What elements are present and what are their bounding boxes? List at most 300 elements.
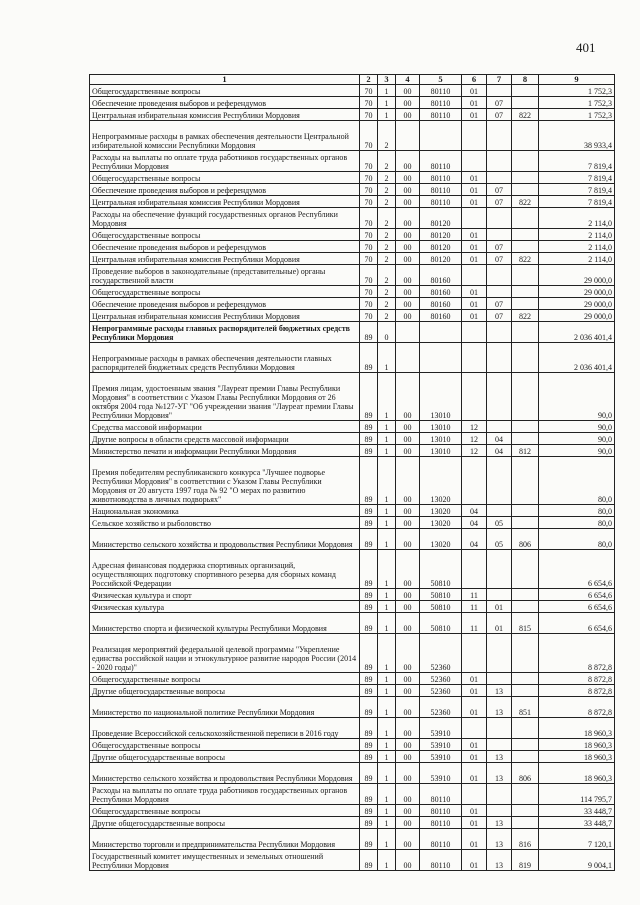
row-code-cell: 80120 (420, 253, 462, 265)
row-code-cell: 00 (396, 97, 420, 109)
row-code-cell: 6 654,6 (539, 613, 615, 634)
row-code-cell: 1 (378, 634, 396, 673)
row-name-cell: Центральная избирательная комиссия Республики Мордовия (90, 310, 360, 322)
row-code-cell: 13 (487, 817, 512, 829)
row-code-cell: 13020 (420, 529, 462, 550)
row-code-cell: 2 (378, 310, 396, 322)
row-code-cell (512, 373, 539, 421)
row-code-cell (512, 550, 539, 589)
row-name-cell: Непрограммные расходы в рамках обеспечения деятельности главных распорядителей бюджетных средств Республики Мордовия (90, 343, 360, 373)
row-code-cell: 89 (360, 817, 378, 829)
row-code-cell: 1 (378, 109, 396, 121)
row-code-cell: 6 654,6 (539, 589, 615, 601)
row-code-cell: 00 (396, 601, 420, 613)
row-code-cell: 80110 (420, 109, 462, 121)
row-code-cell: 1 (378, 763, 396, 784)
row-code-cell: 01 (462, 829, 487, 850)
row-code-cell: 00 (396, 457, 420, 505)
row-code-cell: 70 (360, 184, 378, 196)
row-code-cell: 89 (360, 850, 378, 871)
row-code-cell: 80110 (420, 85, 462, 97)
row-code-cell: 89 (360, 343, 378, 373)
row-code-cell: 1 (378, 589, 396, 601)
row-code-cell (487, 85, 512, 97)
row-name-cell: Министерство сельского хозяйства и продовольствия Республики Мордовия (90, 763, 360, 784)
row-code-cell (396, 121, 420, 151)
row-name-cell: Общегосударственные вопросы (90, 805, 360, 817)
row-name-cell: Министерство печати и информации Республики Мордовия (90, 445, 360, 457)
table-row (90, 298, 615, 310)
row-code-cell: 80160 (420, 310, 462, 322)
row-code-cell: 89 (360, 673, 378, 685)
row-code-cell: 01 (462, 850, 487, 871)
row-code-cell (512, 184, 539, 196)
row-code-cell: 01 (462, 751, 487, 763)
row-code-cell: 816 (512, 829, 539, 850)
row-code-cell: 12 (462, 433, 487, 445)
row-code-cell: 80110 (420, 151, 462, 172)
row-code-cell (462, 784, 487, 805)
row-code-cell (420, 322, 462, 343)
row-name-cell: Расходы на выплаты по оплате труда работников государственных органов Республики Мордовия (90, 151, 360, 172)
row-code-cell (512, 172, 539, 184)
row-code-cell: 33 448,7 (539, 817, 615, 829)
row-code-cell: 815 (512, 613, 539, 634)
row-code-cell: 00 (396, 208, 420, 229)
row-code-cell: 1 (378, 829, 396, 850)
row-code-cell (512, 517, 539, 529)
row-code-cell: 1 (378, 784, 396, 805)
row-code-cell: 1 (378, 673, 396, 685)
row-code-cell (462, 373, 487, 421)
row-code-cell: 2 (378, 172, 396, 184)
row-code-cell: 00 (396, 109, 420, 121)
table-row (90, 505, 615, 517)
row-name-cell: Общегосударственные вопросы (90, 286, 360, 298)
row-code-cell: 89 (360, 634, 378, 673)
table-row (90, 310, 615, 322)
row-code-cell: 07 (487, 310, 512, 322)
row-code-cell: 89 (360, 550, 378, 589)
row-code-cell: 8 872,8 (539, 634, 615, 673)
row-code-cell: 1 (378, 421, 396, 433)
row-code-cell: 13010 (420, 433, 462, 445)
budget-table (89, 74, 615, 871)
row-code-cell (487, 373, 512, 421)
row-code-cell: 70 (360, 196, 378, 208)
row-name-cell: Другие вопросы в области средств массовой информации (90, 433, 360, 445)
row-code-cell: 2 (378, 298, 396, 310)
row-code-cell (487, 265, 512, 286)
row-code-cell: 1 (378, 445, 396, 457)
row-code-cell: 53910 (420, 718, 462, 739)
row-name-cell: Премия победителям республиканского конкурса "Лучшее подворье Республики Мордовия" в соответствии с Указом Главы Республики Мордовия от 20 августа 1997 года № 92 "О мерах по развитию животноводства в личных подворьях" (90, 457, 360, 505)
row-code-cell: 00 (396, 433, 420, 445)
row-code-cell: 1 (378, 850, 396, 871)
row-code-cell (462, 121, 487, 151)
row-code-cell (487, 208, 512, 229)
row-code-cell: 00 (396, 634, 420, 673)
row-code-cell: 80110 (420, 184, 462, 196)
row-name-cell: Другие общегосударственные вопросы (90, 751, 360, 763)
table-row (90, 196, 615, 208)
header-cell: 2 (360, 75, 378, 85)
row-code-cell: 00 (396, 697, 420, 718)
table-body (90, 85, 615, 871)
row-code-cell: 01 (462, 763, 487, 784)
row-code-cell: 1 (378, 697, 396, 718)
row-code-cell: 13 (487, 751, 512, 763)
row-code-cell: 1 (378, 751, 396, 763)
row-code-cell: 70 (360, 286, 378, 298)
row-code-cell: 80,0 (539, 457, 615, 505)
row-code-cell: 00 (396, 739, 420, 751)
row-code-cell: 89 (360, 433, 378, 445)
row-code-cell: 01 (462, 286, 487, 298)
row-code-cell: 12 (462, 421, 487, 433)
table-row (90, 241, 615, 253)
row-code-cell (487, 457, 512, 505)
row-code-cell: 2 (378, 253, 396, 265)
row-code-cell: 50810 (420, 601, 462, 613)
row-code-cell: 90,0 (539, 433, 615, 445)
row-code-cell: 04 (462, 517, 487, 529)
row-code-cell: 1 (378, 457, 396, 505)
row-code-cell (512, 634, 539, 673)
row-code-cell: 53910 (420, 751, 462, 763)
table-row (90, 784, 615, 805)
row-code-cell (462, 718, 487, 739)
row-code-cell (512, 685, 539, 697)
row-code-cell: 70 (360, 151, 378, 172)
table-row (90, 85, 615, 97)
row-code-cell: 0 (378, 322, 396, 343)
row-code-cell: 822 (512, 310, 539, 322)
row-code-cell: 1 752,3 (539, 109, 615, 121)
row-code-cell: 822 (512, 253, 539, 265)
row-code-cell: 01 (462, 739, 487, 751)
row-code-cell (396, 322, 420, 343)
row-code-cell: 819 (512, 850, 539, 871)
row-code-cell (487, 784, 512, 805)
row-code-cell: 6 654,6 (539, 601, 615, 613)
table-row (90, 121, 615, 151)
row-code-cell (420, 121, 462, 151)
table-row (90, 739, 615, 751)
page-number: 401 (576, 40, 596, 55)
row-code-cell: 00 (396, 529, 420, 550)
row-code-cell: 00 (396, 784, 420, 805)
table-row (90, 172, 615, 184)
table-row (90, 589, 615, 601)
row-code-cell: 04 (487, 433, 512, 445)
row-name-cell: Физическая культура (90, 601, 360, 613)
row-code-cell: 2 114,0 (539, 253, 615, 265)
row-code-cell: 18 960,3 (539, 751, 615, 763)
row-code-cell: 2 (378, 151, 396, 172)
row-code-cell (512, 298, 539, 310)
table-row (90, 253, 615, 265)
header-cell: 6 (462, 75, 487, 85)
row-code-cell: 89 (360, 529, 378, 550)
row-code-cell: 01 (462, 241, 487, 253)
row-name-cell: Государственный комитет имущественных и земельных отношений Республики Мордовия (90, 850, 360, 871)
row-code-cell (462, 550, 487, 589)
row-code-cell: 05 (487, 529, 512, 550)
row-code-cell: 89 (360, 457, 378, 505)
row-code-cell: 01 (462, 184, 487, 196)
row-code-cell (512, 85, 539, 97)
row-code-cell: 70 (360, 241, 378, 253)
row-code-cell: 1 (378, 739, 396, 751)
row-name-cell: Общегосударственные вопросы (90, 673, 360, 685)
row-name-cell: Адресная финансовая поддержка спортивных организаций, осуществляющих подготовку спортивного резерва для сборных команд Российской Федерации (90, 550, 360, 589)
row-code-cell: 7 819,4 (539, 184, 615, 196)
row-name-cell: Национальная экономика (90, 505, 360, 517)
row-code-cell: 80160 (420, 286, 462, 298)
row-code-cell: 00 (396, 85, 420, 97)
row-code-cell: 70 (360, 97, 378, 109)
table-row (90, 850, 615, 871)
table-row (90, 697, 615, 718)
row-code-cell: 18 960,3 (539, 718, 615, 739)
row-code-cell: 29 000,0 (539, 298, 615, 310)
row-code-cell: 9 004,1 (539, 850, 615, 871)
row-code-cell: 01 (462, 685, 487, 697)
table-row (90, 457, 615, 505)
row-code-cell: 00 (396, 763, 420, 784)
header-cell: 1 (90, 75, 360, 85)
row-code-cell: 11 (462, 613, 487, 634)
row-code-cell (487, 322, 512, 343)
row-code-cell: 52360 (420, 697, 462, 718)
row-code-cell: 80160 (420, 265, 462, 286)
header-cell: 5 (420, 75, 462, 85)
row-code-cell: 1 (378, 685, 396, 697)
row-code-cell: 1 (378, 97, 396, 109)
row-code-cell: 2 (378, 196, 396, 208)
table-row (90, 208, 615, 229)
row-code-cell (487, 229, 512, 241)
row-code-cell: 806 (512, 763, 539, 784)
row-code-cell: 00 (396, 613, 420, 634)
row-code-cell: 13 (487, 685, 512, 697)
row-code-cell: 07 (487, 196, 512, 208)
row-code-cell: 1 (378, 433, 396, 445)
table-row (90, 634, 615, 673)
row-code-cell: 8 872,8 (539, 673, 615, 685)
row-code-cell: 822 (512, 196, 539, 208)
row-code-cell: 80,0 (539, 517, 615, 529)
row-code-cell (420, 343, 462, 373)
row-code-cell: 1 (378, 805, 396, 817)
row-code-cell (462, 322, 487, 343)
row-code-cell (487, 172, 512, 184)
row-code-cell: 89 (360, 589, 378, 601)
table-header-row (90, 75, 615, 85)
row-name-cell: Другие общегосударственные вопросы (90, 685, 360, 697)
row-code-cell: 00 (396, 298, 420, 310)
row-code-cell: 00 (396, 718, 420, 739)
row-code-cell: 01 (462, 109, 487, 121)
row-code-cell (512, 97, 539, 109)
row-code-cell: 70 (360, 85, 378, 97)
row-code-cell: 00 (396, 445, 420, 457)
row-code-cell: 80110 (420, 805, 462, 817)
row-code-cell: 01 (462, 172, 487, 184)
row-code-cell: 53910 (420, 739, 462, 751)
row-code-cell (462, 151, 487, 172)
row-code-cell: 89 (360, 697, 378, 718)
row-code-cell (512, 151, 539, 172)
row-code-cell: 52360 (420, 634, 462, 673)
row-code-cell: 01 (462, 697, 487, 718)
row-code-cell: 01 (462, 805, 487, 817)
row-code-cell: 00 (396, 265, 420, 286)
row-code-cell: 1 (378, 601, 396, 613)
row-code-cell: 89 (360, 751, 378, 763)
row-code-cell: 13020 (420, 505, 462, 517)
row-code-cell: 04 (462, 529, 487, 550)
row-code-cell (487, 286, 512, 298)
row-code-cell: 70 (360, 109, 378, 121)
row-code-cell: 7 819,4 (539, 151, 615, 172)
row-code-cell: 1 (378, 550, 396, 589)
row-name-cell: Центральная избирательная комиссия Республики Мордовия (90, 196, 360, 208)
row-code-cell: 53910 (420, 763, 462, 784)
row-code-cell: 01 (462, 196, 487, 208)
row-code-cell (512, 805, 539, 817)
row-code-cell: 7 819,4 (539, 172, 615, 184)
table-row (90, 445, 615, 457)
row-code-cell: 00 (396, 850, 420, 871)
row-name-cell: Обеспечение проведения выборов и референдумов (90, 97, 360, 109)
row-code-cell: 33 448,7 (539, 805, 615, 817)
row-code-cell (512, 322, 539, 343)
row-code-cell: 13010 (420, 373, 462, 421)
row-name-cell: Средства массовой информации (90, 421, 360, 433)
row-code-cell: 13 (487, 763, 512, 784)
row-code-cell: 00 (396, 685, 420, 697)
table-row (90, 97, 615, 109)
row-code-cell: 01 (487, 601, 512, 613)
row-code-cell (512, 121, 539, 151)
row-code-cell: 07 (487, 184, 512, 196)
table-row (90, 829, 615, 850)
row-code-cell: 11 (462, 589, 487, 601)
row-code-cell: 80110 (420, 829, 462, 850)
row-code-cell: 80110 (420, 172, 462, 184)
row-code-cell: 00 (396, 286, 420, 298)
row-code-cell: 00 (396, 517, 420, 529)
table-row (90, 805, 615, 817)
row-code-cell: 1 (378, 517, 396, 529)
row-code-cell: 50810 (420, 589, 462, 601)
row-code-cell: 50810 (420, 550, 462, 589)
header-cell: 7 (487, 75, 512, 85)
row-code-cell: 89 (360, 829, 378, 850)
row-code-cell: 13010 (420, 421, 462, 433)
header-cell: 8 (512, 75, 539, 85)
table-row (90, 343, 615, 373)
row-code-cell: 00 (396, 673, 420, 685)
row-code-cell: 70 (360, 208, 378, 229)
table-row (90, 613, 615, 634)
row-code-cell: 70 (360, 265, 378, 286)
row-code-cell: 89 (360, 718, 378, 739)
row-code-cell: 01 (462, 85, 487, 97)
row-code-cell: 04 (462, 505, 487, 517)
row-code-cell: 07 (487, 241, 512, 253)
row-code-cell: 90,0 (539, 421, 615, 433)
row-code-cell (487, 421, 512, 433)
row-code-cell: 00 (396, 253, 420, 265)
row-code-cell (512, 229, 539, 241)
row-code-cell: 80,0 (539, 505, 615, 517)
row-code-cell: 2 (378, 241, 396, 253)
row-code-cell: 8 872,8 (539, 685, 615, 697)
row-name-cell: Реализация мероприятий федеральной целевой программы "Укрепление единства российской нации и этнокультурное развитие народов России (2014 - 2020 годы)" (90, 634, 360, 673)
row-name-cell: Другие общегосударственные вопросы (90, 817, 360, 829)
row-name-cell: Министерство сельского хозяйства и продовольствия Республики Мордовия (90, 529, 360, 550)
row-code-cell: 00 (396, 829, 420, 850)
table-row (90, 151, 615, 172)
row-code-cell: 70 (360, 121, 378, 151)
row-code-cell: 00 (396, 817, 420, 829)
row-code-cell: 00 (396, 373, 420, 421)
row-code-cell: 2 036 401,4 (539, 322, 615, 343)
row-code-cell (512, 421, 539, 433)
row-code-cell: 80110 (420, 784, 462, 805)
table-row (90, 373, 615, 421)
row-code-cell (512, 673, 539, 685)
table-row (90, 763, 615, 784)
row-code-cell (487, 343, 512, 373)
row-code-cell: 2 036 401,4 (539, 343, 615, 373)
row-code-cell: 89 (360, 517, 378, 529)
row-code-cell: 01 (462, 298, 487, 310)
row-code-cell: 13010 (420, 445, 462, 457)
row-code-cell (462, 634, 487, 673)
row-code-cell: 90,0 (539, 373, 615, 421)
row-code-cell: 70 (360, 172, 378, 184)
row-name-cell: Непрограммные расходы главных распорядителей бюджетных средств Республики Мордовия (90, 322, 360, 343)
table-row (90, 550, 615, 589)
row-code-cell: 18 960,3 (539, 739, 615, 751)
row-code-cell: 07 (487, 109, 512, 121)
row-code-cell: 80160 (420, 298, 462, 310)
row-code-cell: 00 (396, 241, 420, 253)
row-code-cell: 89 (360, 505, 378, 517)
row-code-cell: 1 (378, 85, 396, 97)
row-code-cell: 2 114,0 (539, 208, 615, 229)
row-code-cell: 7 120,1 (539, 829, 615, 850)
row-code-cell: 01 (462, 310, 487, 322)
row-code-cell (487, 718, 512, 739)
row-code-cell: 2 (378, 286, 396, 298)
row-code-cell: 80120 (420, 208, 462, 229)
row-code-cell: 851 (512, 697, 539, 718)
row-code-cell: 00 (396, 310, 420, 322)
table-row (90, 184, 615, 196)
row-code-cell (512, 433, 539, 445)
row-code-cell: 70 (360, 229, 378, 241)
row-code-cell: 18 960,3 (539, 763, 615, 784)
row-code-cell (462, 208, 487, 229)
row-code-cell: 00 (396, 751, 420, 763)
row-name-cell: Центральная избирательная комиссия Республики Мордовия (90, 253, 360, 265)
table-row (90, 529, 615, 550)
